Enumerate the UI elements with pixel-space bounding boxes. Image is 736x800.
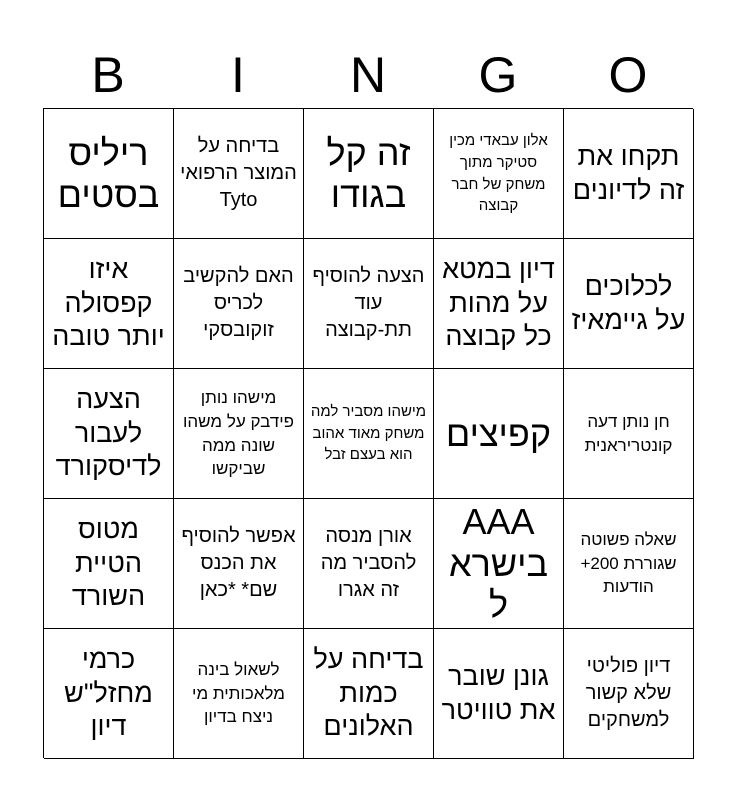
bingo-cell-r4c4[interactable]: AAA בישראל xyxy=(434,499,564,629)
bingo-cell-r5c3[interactable]: בדיחה על כמות האלונים xyxy=(304,629,434,759)
header-letter-n: N xyxy=(349,47,387,103)
bingo-cell-r4c5[interactable]: שאלה פשוטה שגוררת 200+ הודעות xyxy=(564,499,694,629)
bingo-cell-r3c5[interactable]: חן נותן דעה קונטריראנית xyxy=(564,369,694,499)
bingo-cell-r1c4[interactable]: אלון עבאדי מכין סטיקר מתוך משחק של חבר קבוצה xyxy=(434,109,564,239)
header-letter-i: I xyxy=(231,47,245,103)
bingo-cell-r4c1[interactable]: מטוס הטיית השורד xyxy=(44,499,174,629)
bingo-cell-r2c1[interactable]: איזו קפסולה יותר טובה xyxy=(44,239,174,369)
header-letter-g: G xyxy=(478,47,518,103)
bingo-cell-r2c5[interactable]: לכלוכים על גיימאיז xyxy=(564,239,694,369)
header-letter-o: O xyxy=(608,47,648,103)
bingo-cell-r4c2[interactable]: אפשר להוסיף את הכנס שם* *כאן xyxy=(174,499,304,629)
bingo-cell-r3c1[interactable]: הצעה לעבור לדיסקורד xyxy=(44,369,174,499)
bingo-cell-r5c5[interactable]: דיון פוליטי שלא קשור למשחקים xyxy=(564,629,694,759)
bingo-cell-r4c3[interactable]: אורן מנסה להסביר מה זה אגרו xyxy=(304,499,434,629)
bingo-cell-r1c5[interactable]: תקחו את זה לדיונים xyxy=(564,109,694,239)
bingo-cell-r2c2[interactable]: האם להקשיב לכריס זוקובסקי xyxy=(174,239,304,369)
bingo-cell-r3c2[interactable]: מישהו נותן פידבק על משהו שונה ממה שביקשו xyxy=(174,369,304,499)
bingo-cell-r2c3[interactable]: הצעה להוסיף עוד תת-קבוצה xyxy=(304,239,434,369)
bingo-cell-r5c2[interactable]: לשאול בינה מלאכותית מי ניצח בדיון xyxy=(174,629,304,759)
bingo-cell-r3c4[interactable]: קפיצים xyxy=(434,369,564,499)
bingo-board xyxy=(43,108,693,758)
bingo-header xyxy=(43,40,693,110)
bingo-cell-r2c4[interactable]: דיון במטא על מהות כל קבוצה xyxy=(434,239,564,369)
header-letter-b: B xyxy=(91,47,125,103)
bingo-cell-r1c3[interactable]: זה קל בגודו xyxy=(304,109,434,239)
bingo-cell-r1c1[interactable]: ריליס בסטים xyxy=(44,109,174,239)
bingo-cell-r3c3[interactable]: מישהו מסביר למה משחק מאוד אהוב הוא בעצם זבל xyxy=(304,369,434,499)
bingo-cell-r5c1[interactable]: כרמי מחזל"ש דיון xyxy=(44,629,174,759)
bingo-cell-r1c2[interactable]: בדיחה על המוצר הרפואי Tyto xyxy=(174,109,304,239)
bingo-cell-r5c4[interactable]: גונן שובר את טוויטר xyxy=(434,629,564,759)
